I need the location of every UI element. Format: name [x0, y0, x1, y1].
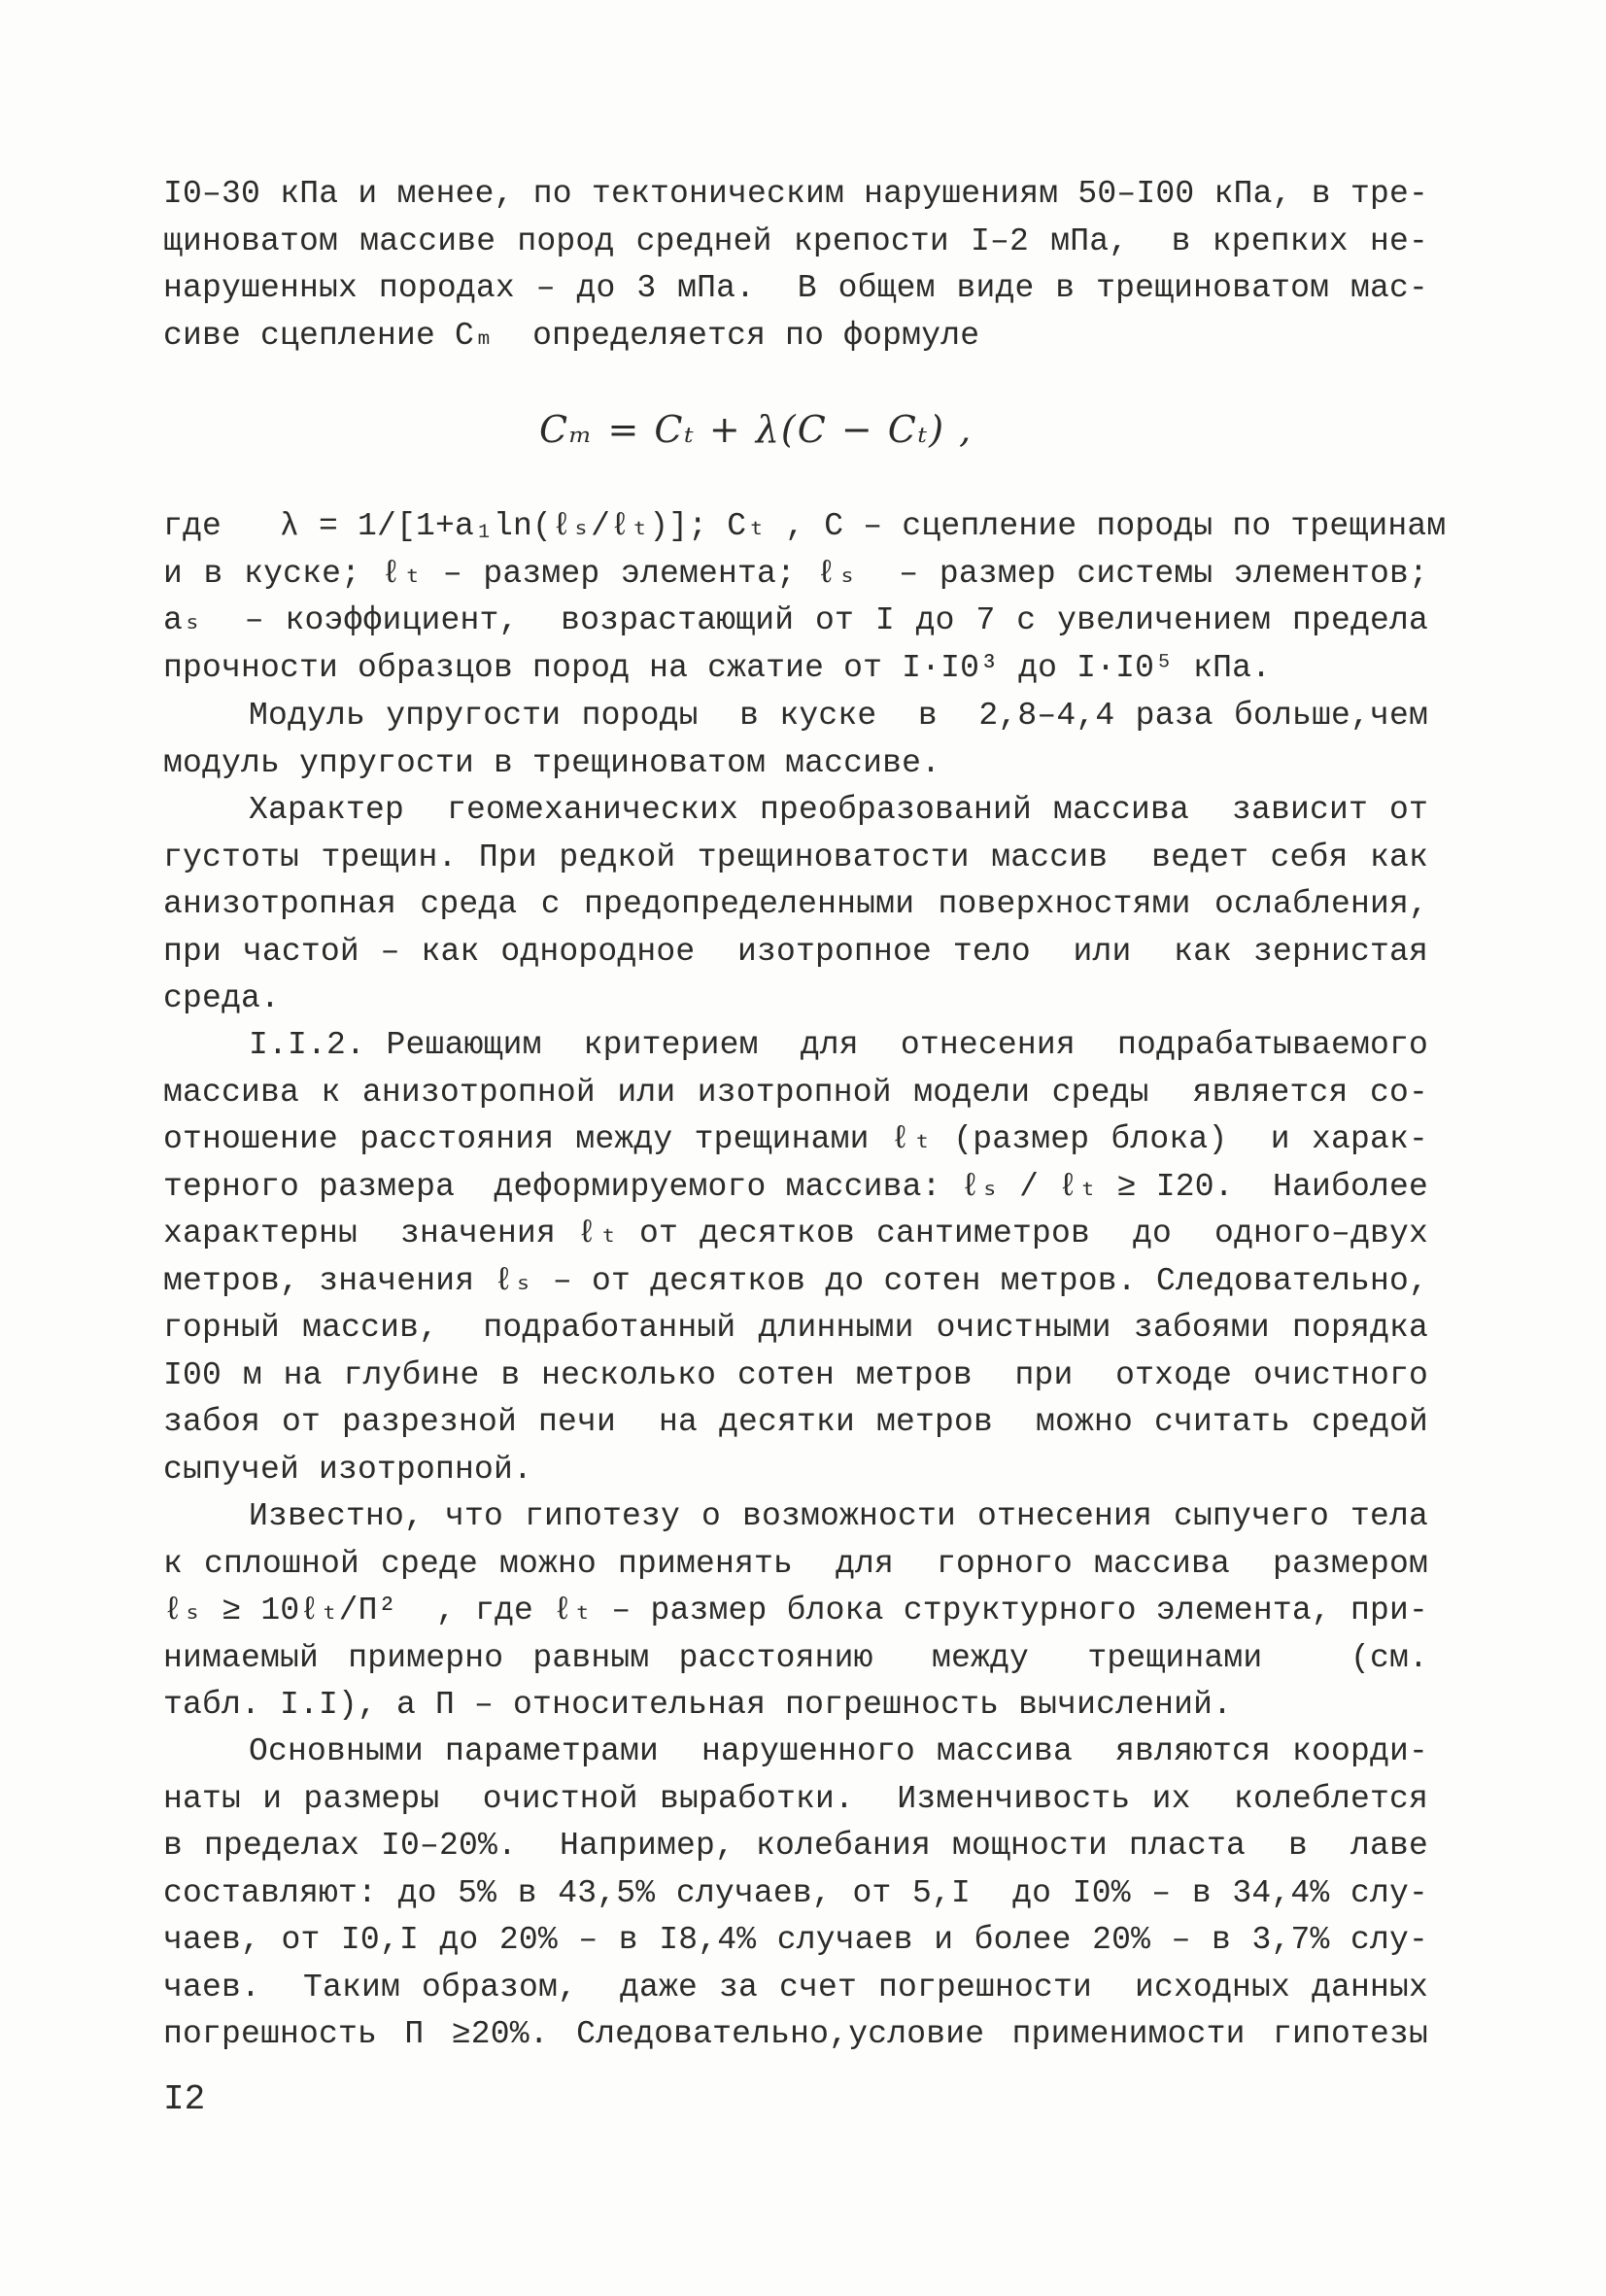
text-line: массива к анизотропной или изотропной модели среды является со-: [163, 1074, 1428, 1111]
text-line: сыпучей изотропной.: [163, 1451, 533, 1488]
text-line: густоты трещин. При редкой трещиноватости массив ведет себя как: [163, 839, 1428, 875]
text-line: наты и размеры очистной выработки. Изменчивость их колеблется: [163, 1780, 1428, 1817]
text-line: горный массив, подработанный длинными очистными забоями порядка: [163, 1310, 1428, 1346]
paragraph-parameters: [163, 1729, 1428, 2059]
text-line: нарушенных породах – до 3 мПа. В общем виде в трещиноватом мас-: [163, 270, 1428, 306]
paragraph-definitions: [163, 503, 1447, 692]
text-line: aₛ – коэффициент, возрастающий от I до 7 с увеличением предела: [163, 602, 1428, 638]
text-line: метров, значения ℓₛ – от десятков до сотен метров. Следовательно,: [163, 1262, 1428, 1299]
text-line: чаев, от I0,I до 20% – в I8,4% случаев и более 20% – в 3,7% слу-: [163, 1922, 1428, 1958]
text-line: отношение расстояния между трещинами ℓₜ (размер блока) и харак-: [163, 1121, 1428, 1157]
paragraph-elastic-modulus: [163, 693, 1428, 787]
text-line: щиноватом массиве пород средней крепости I–2 мПа, в крепких не-: [163, 223, 1428, 259]
text-line: I0–30 кПа и менее, по тектоническим нарушениям 50–I00 кПа, в тре-: [163, 176, 1428, 212]
text-line: среда.: [163, 980, 281, 1016]
text-line: модуль упругости в трещиноватом массиве.: [163, 744, 941, 781]
text-line: чаев. Таким образом, даже за счет погрешности исходных данных: [163, 1969, 1428, 2005]
text-line: в пределах I0–20%. Например, колебания мощности пласта в лаве: [163, 1828, 1428, 1864]
text-line: табл. I.I), а П – относительная погрешность вычислений.: [163, 1687, 1233, 1723]
page-number: I2: [163, 2079, 206, 2119]
text-line: прочности образцов пород на сжатие от I·I0³ до I·I0⁵ кПа.: [163, 649, 1272, 686]
text-line: составляют: до 5% в 43,5% случаев, от 5,I до I0% – в 34,4% слу-: [163, 1874, 1428, 1911]
text-line: Характер геомеханических преобразований массива зависит от: [249, 792, 1428, 828]
text-line: и в куске; ℓₜ – размер элемента; ℓₛ – размер системы элементов;: [163, 555, 1428, 592]
text-line: I.I.2. Решающим критерием для отнесения подрабатываемого: [249, 1027, 1428, 1063]
text-line: сиве сцепление Cₘ определяется по формуле: [163, 317, 980, 354]
paragraph-intro: [163, 171, 1428, 360]
text-line: Основными параметрами нарушенного массива являются коорди-: [249, 1733, 1428, 1769]
paragraph-character: [163, 787, 1428, 1023]
text-line: нимаемый примерно равным расстоянию между трещинами (см.: [163, 1639, 1428, 1676]
text-line: Известно, что гипотезу о возможности отнесения сыпучего тела: [249, 1498, 1428, 1534]
paragraph-criterion: [163, 1022, 1428, 1493]
text-line: Модуль упругости породы в куске в 2,8–4,4 раза больше,чем: [249, 698, 1428, 734]
text-line: I00 м на глубине в несколько сотен метров при отходе очистного: [163, 1356, 1428, 1393]
text-line: анизотропная среда с предопределенными поверхностями ослабления,: [163, 886, 1428, 922]
text-line: ℓₛ ≥ 10ℓₜ/П² , где ℓₜ – размер блока структурного элемента, при-: [163, 1593, 1428, 1628]
formula-cohesion: Cₘ = Cₜ + λ(C − Cₜ) ,: [539, 408, 974, 451]
text-line: к сплошной среде можно применять для горного массива размером: [163, 1545, 1428, 1582]
text-line: забоя от разрезной печи на десятки метров можно считать средой: [163, 1404, 1428, 1440]
text-line: при частой – как однородное изотропное тело или как зернистая: [163, 933, 1428, 970]
text-line: характерны значения ℓₜ от десятков сантиметров до одного–двух: [163, 1216, 1428, 1251]
text-line: где λ = 1/[1+a₁ln(ℓₛ/ℓₜ)]; Cₜ , C – сцепление породы по трещинам: [163, 508, 1447, 544]
paragraph-hypothesis: [163, 1493, 1428, 1730]
text-line: терного размера деформируемого массива: ℓₛ / ℓₜ ≥ I20. Наиболее: [163, 1168, 1428, 1205]
text-line: погрешность П ≥20%. Следовательно,условие применимости гипотезы: [163, 2016, 1428, 2052]
